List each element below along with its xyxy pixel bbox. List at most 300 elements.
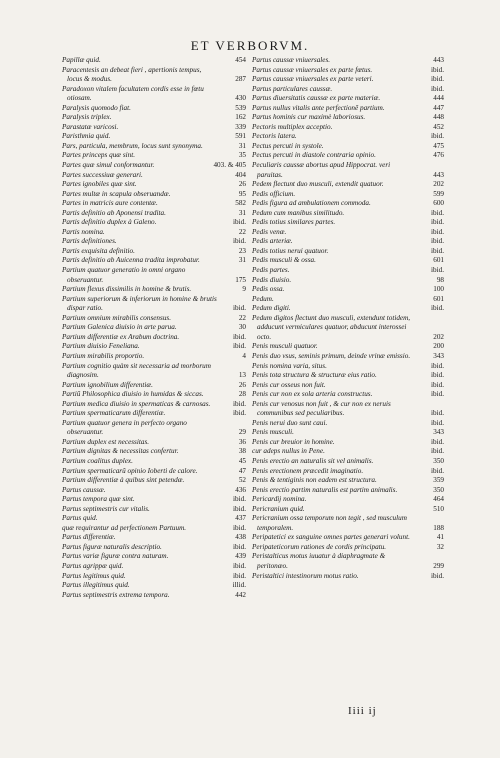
entry-page-number: 447 <box>433 103 444 112</box>
index-entry <box>252 390 444 400</box>
entry-text: Partus legitimus quid. <box>62 571 126 580</box>
entry-page-number: 299 <box>433 561 444 570</box>
entry-text: Pectoris latera. <box>252 132 297 141</box>
entry-text: Partium spermaticarum differentiæ. <box>62 409 166 418</box>
index-entry <box>252 543 444 553</box>
index-entry <box>62 591 246 601</box>
index-entry <box>62 581 246 591</box>
entry-text: Peripatetici ex sanguine omnes partes generari volunt. <box>252 533 410 542</box>
index-entry <box>252 476 444 486</box>
entry-text: Pedum digitos flectunt duo musculi, extendunt totidem, adducunt vermiculares quatuor, abducunt interossei octo. <box>252 313 411 341</box>
entry-text: Pericranium ossa temporum non tegit , sed musculum temporalem. <box>252 514 407 532</box>
index-entry <box>252 247 444 257</box>
entry-text: Pedis partes. <box>252 266 290 275</box>
entry-text: Partium mirabilis proportio. <box>62 351 145 360</box>
entry-page-number: ibid. <box>431 361 444 370</box>
entry-page-number: ibid. <box>233 542 246 551</box>
entry-page-number: ibid. <box>431 390 444 399</box>
entry-page-number: 437 <box>235 514 246 523</box>
index-entry <box>62 524 246 534</box>
entry-text: Partium cognitio quàm sit necessaria ad morborum diagnosim. <box>62 361 211 380</box>
index-entry <box>252 342 444 352</box>
entry-text: Peristalticus motus iuuatur à diaphragmate & peritonæo. <box>252 552 386 570</box>
entry-text: Partes ignobiles quæ sint. <box>62 180 137 189</box>
entry-page-number: 350 <box>433 485 444 494</box>
entry-page-number: 31 <box>238 141 246 150</box>
index-entry <box>252 457 444 467</box>
index-entry <box>62 266 246 285</box>
index-entry <box>252 66 444 76</box>
entry-page-number: ibid. <box>431 571 444 580</box>
entry-text: Peculiaris caussæ abortus apud Hippocrat. veri paruitas. <box>252 161 391 179</box>
entry-text: Pedis totius similares partes. <box>252 218 336 227</box>
index-entry <box>252 533 444 543</box>
index-entry <box>252 199 444 209</box>
index-entry <box>62 457 246 467</box>
entry-text: Partus caussæ. <box>62 485 106 494</box>
entry-page-number: 162 <box>235 113 246 122</box>
entry-text: Partus particulares caussæ. <box>252 84 333 93</box>
entry-text: Paradoxon vitalem facultatem cordis esse in fœtu otiosam. <box>62 84 204 103</box>
entry-text: Penis cur non ex sola arteria constructus. <box>252 390 373 399</box>
index-entry <box>252 123 444 133</box>
index-entry <box>62 85 246 104</box>
index-entry <box>252 295 444 305</box>
index-entry <box>62 486 246 496</box>
entry-page-number: 439 <box>235 552 246 561</box>
entry-page-number: 23 <box>238 246 246 255</box>
entry-text: Partus variæ figuræ contra naturam. <box>62 552 169 561</box>
entry-page-number: ibid. <box>431 227 444 236</box>
entry-page-number: 9 <box>242 285 246 294</box>
index-entry <box>252 505 444 515</box>
entry-text: Partus figuræ naturalis descriptio. <box>62 542 162 551</box>
index-entry <box>62 533 246 543</box>
entry-text: Partis exquisita definitio. <box>62 246 135 255</box>
entry-page-number: ibid. <box>431 266 444 275</box>
index-entry <box>62 237 246 247</box>
index-entry <box>252 113 444 123</box>
entry-text: Penis cur breuior in homine. <box>252 437 335 446</box>
entry-text: Pars, particula, membrum, locus sunt synonyma. <box>62 141 203 150</box>
entry-page-number: 539 <box>235 103 246 112</box>
entry-page-number: 22 <box>238 227 246 236</box>
entry-page-number: 175 <box>235 275 246 284</box>
entry-text: Pedis venæ. <box>252 227 287 236</box>
entry-page-number: 343 <box>433 351 444 360</box>
entry-page-number: 35 <box>238 151 246 160</box>
entry-page-number: 448 <box>433 113 444 122</box>
index-entry <box>252 467 444 477</box>
entry-text: Peripateticorum rationes de cordis principatu. <box>252 542 387 551</box>
entry-text: Pectus percuti in systole. <box>252 141 324 150</box>
entry-page-number: 95 <box>238 189 246 198</box>
entry-page-number: 45 <box>238 456 246 465</box>
index-entry <box>62 323 246 333</box>
index-entry <box>252 552 444 571</box>
entry-text: Paracentesis an debeat fieri , apertionis tempus, locus & modus. <box>62 65 202 84</box>
entry-text: Pedis musculi & ossa. <box>252 256 316 265</box>
entry-text: Pericranium quid. <box>252 504 305 513</box>
index-entry <box>62 180 246 190</box>
index-entry <box>252 352 444 362</box>
index-entry <box>252 85 444 95</box>
entry-text: Partium spermaticarũ opinio Ioberti de calore. <box>62 466 198 475</box>
entry-text: Parastatæ varicosi. <box>62 122 119 131</box>
entry-text: Partus hominis cur maximè laboriosus. <box>252 113 366 122</box>
entry-page-number: 350 <box>433 456 444 465</box>
entry-page-number: 26 <box>238 380 246 389</box>
entry-page-number: ibid. <box>233 342 246 351</box>
entry-text: Penis musculi. <box>252 428 294 437</box>
entry-page-number: ibid. <box>431 208 444 217</box>
entry-page-number: 600 <box>433 199 444 208</box>
entry-text: Partus agrippæ quid. <box>62 561 124 570</box>
entry-text: Partis definitio ab Aponensi tradita. <box>62 208 166 217</box>
entry-page-number: 582 <box>235 199 246 208</box>
entry-page-number: 4 <box>242 351 246 360</box>
entry-text: Pedis diuisio. <box>252 275 292 284</box>
index-entry <box>252 428 444 438</box>
index-entry <box>62 151 246 161</box>
entry-text: Paralysis triplex. <box>62 113 112 122</box>
entry-page-number: 601 <box>433 256 444 265</box>
index-entry <box>62 142 246 152</box>
entry-text: Pedis figura ad ambulationem commoda. <box>252 199 371 208</box>
index-entry <box>252 218 444 228</box>
entry-text: Penis erectio partim naturalis est partim animalis. <box>252 485 398 494</box>
entry-page-number: ibid. <box>431 132 444 141</box>
index-entry <box>62 56 246 66</box>
signature-mark: Iiii ij <box>348 705 377 717</box>
index-entry <box>252 495 444 505</box>
entry-page-number: 438 <box>235 533 246 542</box>
entry-text: Partium omnium mirabilis consensus. <box>62 313 172 322</box>
entry-page-number: ibid. <box>233 561 246 570</box>
entry-text: Pedis totius nerui quatuor. <box>252 246 329 255</box>
entry-page-number: 22 <box>238 313 246 322</box>
entry-page-number: 29 <box>238 428 246 437</box>
entry-page-number: ibid. <box>431 466 444 475</box>
index-entry <box>62 552 246 562</box>
entry-text: Peristaltici intestinorum motus ratio. <box>252 571 359 580</box>
index-column-left <box>62 56 246 600</box>
entry-page-number: ibid. <box>431 437 444 446</box>
index-entry <box>252 266 444 276</box>
entry-text: Partus caussæ vniuersales ex parte veteri. <box>252 75 374 84</box>
entry-page-number: 28 <box>238 390 246 399</box>
entry-text: Partium differentiæ ex Arabum doctrina. <box>62 332 180 341</box>
entry-text: Pedis officium. <box>252 189 296 198</box>
index-entry <box>62 295 246 314</box>
index-entry <box>252 94 444 104</box>
index-column-right <box>252 56 444 581</box>
entry-page-number: illid. <box>232 581 246 590</box>
index-entry <box>62 543 246 553</box>
index-entry <box>62 390 246 400</box>
entry-page-number: 38 <box>238 447 246 456</box>
index-entry <box>252 142 444 152</box>
entry-text: Partium medica diuisio in spermaticas & carnosas. <box>62 399 211 408</box>
entry-text: Partis nomina. <box>62 227 105 236</box>
entry-page-number: 599 <box>433 189 444 198</box>
entry-page-number: 464 <box>433 495 444 504</box>
index-entry <box>252 400 444 419</box>
entry-text: Pedem flectunt duo musculi, extendit quatuor. <box>252 180 384 189</box>
entry-page-number: 202 <box>433 180 444 189</box>
entry-page-number: ibid. <box>233 304 246 313</box>
entry-text: Partes quæ simul conformantur. <box>62 161 155 170</box>
index-entry <box>62 209 246 219</box>
entry-text: Partium coalitus duplex. <box>62 456 133 465</box>
entry-page-number: 31 <box>238 256 246 265</box>
entry-text: Partium quatuor genera in perfecto organo obseruantur. <box>62 418 187 437</box>
index-entry <box>62 104 246 114</box>
index-entry <box>252 381 444 391</box>
entry-text: Partus illegitimus quid. <box>62 581 130 590</box>
entry-text: Penis & tentiginis non eadem est structura. <box>252 476 377 485</box>
entry-page-number: 452 <box>433 122 444 131</box>
entry-text: Penis nomina varia, situs. <box>252 361 327 370</box>
entry-text: Partus caussæ vniuersales ex parte fœtus. <box>252 65 373 74</box>
index-entry <box>252 572 444 582</box>
index-entry <box>62 171 246 181</box>
index-entry <box>252 304 444 314</box>
entry-page-number: 188 <box>433 523 444 532</box>
entry-page-number: ibid. <box>233 495 246 504</box>
entry-text: Paristhmia quid. <box>62 132 111 141</box>
entry-page-number: 32 <box>436 542 444 551</box>
entry-text: Partium Galenica diuisio in arte parua. <box>62 323 177 332</box>
entry-page-number: 404 <box>235 170 246 179</box>
entry-text: Pectoris multiplex acceptio. <box>252 122 333 131</box>
entry-text: cur adeps nullus in Pene. <box>252 447 325 456</box>
index-entry <box>62 314 246 324</box>
index-entry <box>62 409 246 419</box>
entry-text: Pedis ossa. <box>252 285 285 294</box>
entry-page-number: 202 <box>433 332 444 341</box>
index-entry <box>62 228 246 238</box>
entry-page-number: ibid. <box>431 84 444 93</box>
index-entry <box>252 209 444 219</box>
entry-page-number: 52 <box>238 476 246 485</box>
entry-page-number: ibid. <box>233 218 246 227</box>
entry-page-number: 13 <box>238 371 246 380</box>
index-entry <box>62 438 246 448</box>
index-entry <box>252 161 444 180</box>
entry-page-number: ibid. <box>431 246 444 255</box>
entry-text: Pectus percuti in diastole contraria opinio. <box>252 151 376 160</box>
entry-page-number: ibid. <box>233 571 246 580</box>
entry-page-number: 200 <box>433 342 444 351</box>
entry-page-number: ibid. <box>233 237 246 246</box>
entry-text: Pedis arteriæ. <box>252 237 293 246</box>
entry-page-number: 454 <box>235 56 246 64</box>
index-entry <box>62 505 246 515</box>
entry-page-number: 31 <box>238 208 246 217</box>
index-entry <box>252 228 444 238</box>
index-entry <box>62 419 246 438</box>
entry-page-number: 476 <box>433 151 444 160</box>
entry-page-number: ibid. <box>233 504 246 513</box>
index-entry <box>252 151 444 161</box>
index-entry <box>252 285 444 295</box>
entry-text: Penis duo vsus, seminis primum, deinde vrinæ emissio. <box>252 351 411 360</box>
index-entry <box>62 562 246 572</box>
entry-page-number: ibid. <box>233 409 246 418</box>
index-entry <box>252 486 444 496</box>
entry-text: Papillæ quid. <box>62 56 101 64</box>
index-entry <box>252 438 444 448</box>
entry-page-number: ibid. <box>431 409 444 418</box>
entry-text: Partes princeps quæ sint. <box>62 151 136 160</box>
index-entry <box>62 132 246 142</box>
index-entry <box>62 476 246 486</box>
index-entry <box>62 400 246 410</box>
index-entry <box>252 314 444 343</box>
index-entry <box>62 256 246 266</box>
entry-text: Penis nerui duo sunt caui. <box>252 418 328 427</box>
entry-page-number: ibid. <box>431 380 444 389</box>
index-entry <box>62 161 246 171</box>
entry-text: Partus tempora quæ sint. <box>62 495 135 504</box>
index-entry <box>62 247 246 257</box>
entry-page-number: 339 <box>235 122 246 131</box>
entry-page-number: 36 <box>238 437 246 446</box>
entry-page-number: 430 <box>235 94 246 103</box>
entry-page-number: ibid. <box>431 447 444 456</box>
index-entry <box>62 113 246 123</box>
entry-text: Partiũ Philosophica diuisio in humidas & siccas. <box>62 390 204 399</box>
entry-page-number: ibid. <box>233 523 246 532</box>
entry-text: Partium dignitas & necessitas confertur. <box>62 447 179 456</box>
entry-page-number: ibid. <box>431 418 444 427</box>
entry-page-number: 47 <box>238 466 246 475</box>
entry-text: Partus septimestris extrema tempora. <box>62 590 170 599</box>
entry-text: Partus differentiæ. <box>62 533 116 542</box>
entry-text: Penis cur osseus non fuit. <box>252 380 326 389</box>
index-entry <box>252 371 444 381</box>
entry-text: Paralysis quomodo fiat. <box>62 103 131 112</box>
entry-page-number: ibid. <box>431 75 444 84</box>
index-entry <box>62 285 246 295</box>
entry-page-number: ibid. <box>431 371 444 380</box>
entry-page-number: 287 <box>235 75 246 84</box>
entry-page-number: 591 <box>235 132 246 141</box>
entry-text: Partes in matricis aure contentæ. <box>62 199 158 208</box>
index-entry <box>62 218 246 228</box>
entry-page-number: 510 <box>433 504 444 513</box>
index-entry <box>62 362 246 381</box>
index-entry <box>252 419 444 429</box>
entry-text: Partium diuisio Feneliana. <box>62 342 140 351</box>
entry-text: Partium differentiæ à quibus sint petendæ. <box>62 476 185 485</box>
index-entry <box>252 75 444 85</box>
entry-page-number: 436 <box>235 485 246 494</box>
index-entry <box>252 190 444 200</box>
index-entry <box>252 104 444 114</box>
entry-page-number: ibid. <box>431 65 444 74</box>
entry-text: quæ requirantur ad perfectionem Partuum. <box>62 523 187 532</box>
entry-text: Pedum digiti. <box>252 304 291 313</box>
index-entry <box>62 190 246 200</box>
index-entry <box>62 447 246 457</box>
entry-page-number: 98 <box>436 275 444 284</box>
entry-page-number: 601 <box>433 294 444 303</box>
entry-page-number: 443 <box>433 170 444 179</box>
entry-text: Partes multæ in scapula obseruandæ. <box>62 189 171 198</box>
index-entry <box>62 66 246 85</box>
index-entry <box>62 381 246 391</box>
index-entry <box>252 276 444 286</box>
running-header: ET VERBORVM. <box>190 38 310 53</box>
entry-page-number: 359 <box>433 476 444 485</box>
entry-page-number: 41 <box>436 533 444 542</box>
index-entry <box>252 180 444 190</box>
entry-text: Partus diuersitatis caussæ ex parte materiæ. <box>252 94 381 103</box>
entry-text: Penis tota structura & structuræ eius ratio. <box>252 371 377 380</box>
entry-page-number: 100 <box>433 285 444 294</box>
entry-text: Partus quid. <box>62 514 98 523</box>
entry-text: Penis erectionem præcedit imaginatio. <box>252 466 364 475</box>
index-entry <box>62 333 246 343</box>
entry-text: Partis definitio ab Auicenna tradita improbatur. <box>62 256 200 265</box>
entry-text: Pedum. <box>252 294 274 303</box>
index-entry <box>62 467 246 477</box>
index-entry <box>62 572 246 582</box>
entry-text: Partus nullus vitalis ante perfectionẽ partium. <box>252 103 385 112</box>
entry-text: Pericardij nomina. <box>252 495 307 504</box>
entry-text: Partus caussæ vniuersales. <box>252 56 331 64</box>
entry-text: Partes successiuæ generari. <box>62 170 143 179</box>
index-entry <box>252 56 444 66</box>
entry-page-number: 442 <box>235 590 246 599</box>
entry-page-number: ibid. <box>431 218 444 227</box>
entry-page-number: 30 <box>238 323 246 332</box>
index-entry <box>62 199 246 209</box>
index-entry <box>252 256 444 266</box>
entry-text: Partis definitio duplex à Galeno. <box>62 218 157 227</box>
entry-text: Penis erectio an naturalis sit vel animalis. <box>252 456 374 465</box>
entry-page-number: 444 <box>433 94 444 103</box>
entry-text: Partium ignobilium differentiæ. <box>62 380 153 389</box>
index-entry <box>252 132 444 142</box>
entry-page-number: 475 <box>433 141 444 150</box>
entry-page-number: 443 <box>433 56 444 64</box>
entry-page-number: ibid. <box>431 304 444 313</box>
index-entry <box>62 495 246 505</box>
entry-text: Partium superiorum & inferiorum in homine & brutis dispar ratio. <box>62 294 217 313</box>
entry-text: Penis cur venosus non fuit , & cur non ex neruis communibus sed peculiaribus. <box>252 399 391 418</box>
entry-page-number: 343 <box>433 428 444 437</box>
entry-page-number: ibid. <box>233 332 246 341</box>
entry-page-number: 403. & 405 <box>213 161 246 170</box>
entry-text: Partium flexus dissimilis in homine & brutis. <box>62 285 192 294</box>
entry-page-number: 26 <box>238 180 246 189</box>
entry-text: Pedum cum manibus similitudo. <box>252 208 345 217</box>
entry-text: Partus septimestris cur vitalis. <box>62 504 150 513</box>
index-entry <box>252 237 444 247</box>
entry-text: Partium quatuor generatio in omni organo obseruantur. <box>62 266 186 284</box>
entry-text: Penis musculi quatuor. <box>252 342 318 351</box>
index-entry <box>62 123 246 133</box>
index-entry <box>62 342 246 352</box>
index-entry <box>252 447 444 457</box>
index-entry <box>252 362 444 372</box>
entry-text: Partis definitiones. <box>62 237 117 246</box>
index-entry <box>62 352 246 362</box>
index-entry <box>62 514 246 524</box>
